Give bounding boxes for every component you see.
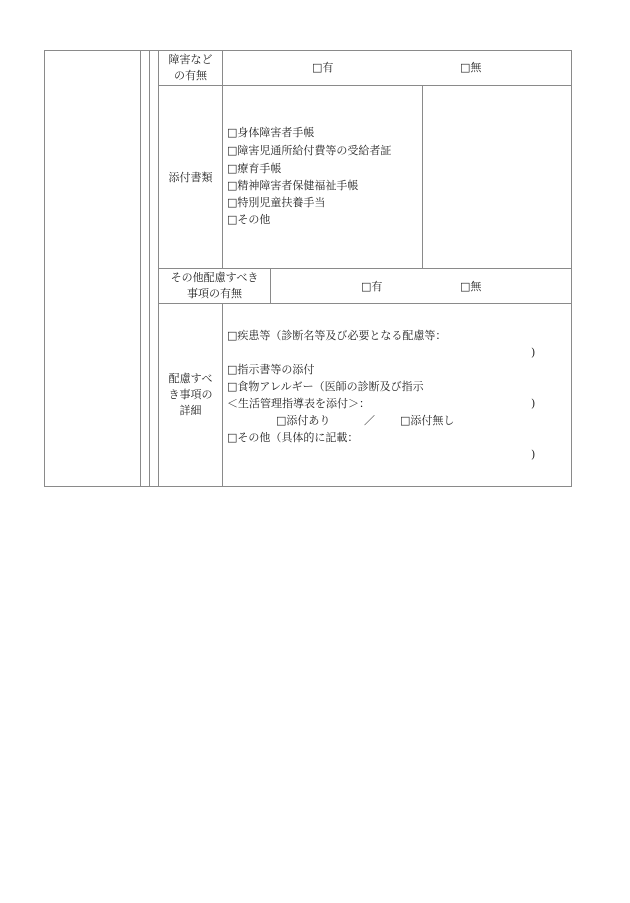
border-bottom [44, 486, 572, 487]
details-label-line3: 詳細 [179, 404, 202, 417]
detail-attach-yes-checkbox[interactable]: □添付あり [276, 414, 331, 427]
col-divider-1 [140, 50, 141, 487]
attachments-right-divider [422, 85, 423, 269]
attachments-label: 添付書類 [168, 171, 213, 184]
detail-disease-close: ) [531, 346, 536, 359]
col-divider-2 [149, 50, 150, 487]
detail-disease-checkbox[interactable]: □疾患等（診断名等及び必要となる配慮等： [227, 329, 447, 342]
other-considerations-label-line2: 事項の有無 [187, 287, 242, 300]
details-label-cell [159, 304, 222, 486]
attachment-item-ryoiku[interactable]: □療育手帳 [227, 162, 282, 175]
border-top [44, 50, 572, 51]
detail-attach-no-checkbox[interactable]: □添付無し [400, 414, 455, 427]
border-right [571, 50, 572, 487]
detail-other-checkbox[interactable]: □その他（具体的に記載： [227, 431, 359, 444]
other-label-divider [270, 268, 271, 304]
attachments-label-cell [159, 86, 222, 268]
detail-allergy-close: ) [531, 397, 536, 410]
other-considerations-label-line1: その他配慮すべき [170, 271, 259, 284]
attachment-item-physical[interactable]: □身体障害者手帳 [227, 126, 315, 139]
details-label-line2: き事項の [168, 388, 213, 401]
attachment-item-other[interactable]: □その他 [227, 213, 271, 226]
attachment-item-recipient-cert[interactable]: □障害児通所給付費等の受給者証 [227, 144, 392, 157]
disability-label-line1: 障害など [168, 53, 213, 66]
other-considerations-checkbox-no[interactable]: □無 [460, 280, 482, 293]
detail-other-close: ) [531, 448, 536, 461]
details-label-line1: 配慮すべ [168, 372, 213, 385]
detail-attach-separator: ／ [364, 414, 375, 427]
disability-label-line2: の有無 [174, 69, 207, 82]
attachment-item-allowance[interactable]: □特別児童扶養手当 [227, 196, 326, 209]
border-left [44, 50, 45, 487]
disability-label-cell [159, 51, 222, 85]
label-divider-top [222, 50, 223, 269]
disability-checkbox-yes[interactable]: □有 [312, 61, 334, 74]
detail-allergy-checkbox[interactable]: □食物アレルギー（医師の診断及び指示 [227, 380, 424, 393]
detail-allergy-sub: ＜生活管理指導表を添付＞： [227, 397, 370, 410]
attachment-item-mental[interactable]: □精神障害者保健福祉手帳 [227, 179, 359, 192]
detail-instruction-checkbox[interactable]: □指示書等の添付 [227, 363, 315, 376]
other-considerations-label-cell [159, 269, 270, 303]
other-considerations-checkbox-yes[interactable]: □有 [361, 280, 383, 293]
disability-checkbox-no[interactable]: □無 [460, 61, 482, 74]
label-divider-bottom [222, 303, 223, 487]
